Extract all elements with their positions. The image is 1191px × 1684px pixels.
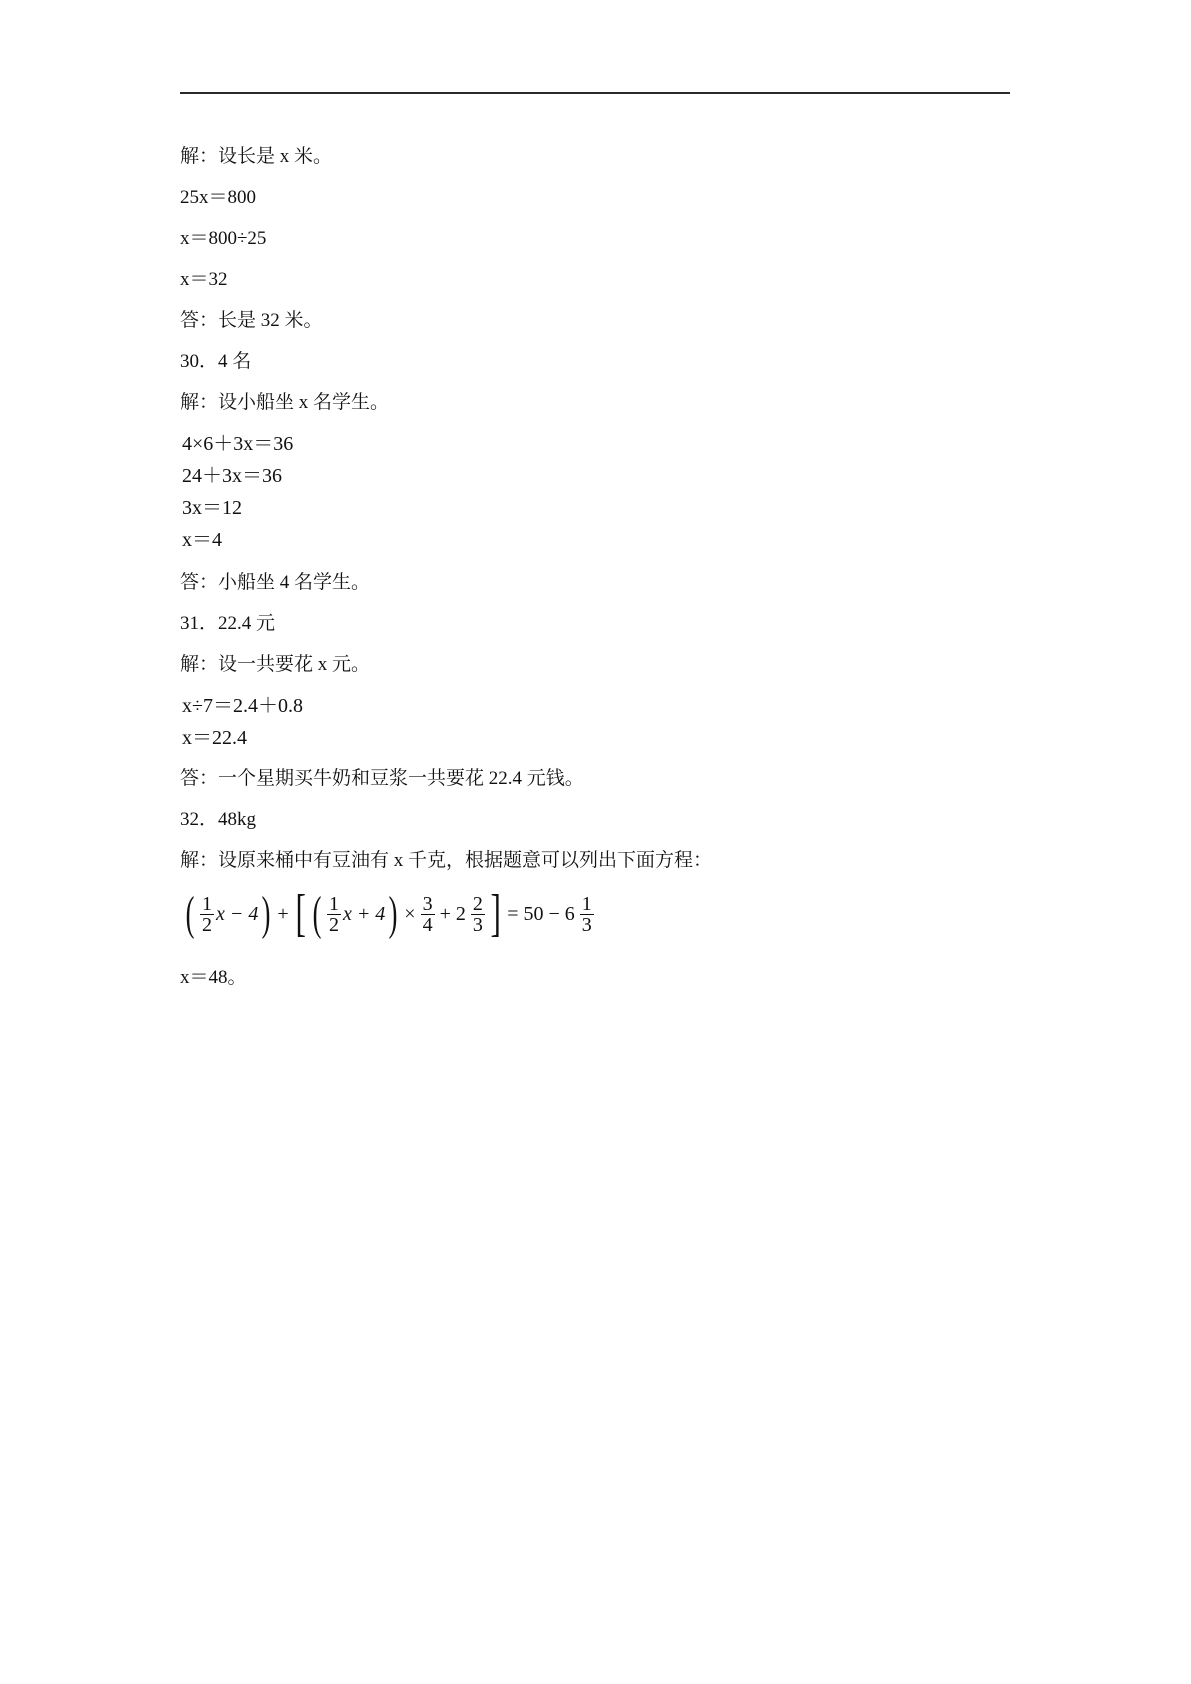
question-answer-32: 32．48kg <box>180 809 257 830</box>
solution-line: 解：设原来桶中有豆油有 x 千克，根据题意可以列出下面方程： <box>180 850 713 871</box>
equation-line: x＝22.4 <box>182 727 247 749</box>
right-bracket: ] <box>490 885 501 942</box>
equation-line: x÷7＝2.4＋0.8 <box>182 695 303 717</box>
equation-line: 3x＝12 <box>182 497 242 519</box>
operator: + <box>277 902 289 925</box>
equation-line: 24＋3x＝36 <box>182 465 282 487</box>
solution-line: 解：设小船坐 x 名学生。 <box>180 392 390 413</box>
operator: + 2 <box>439 902 466 925</box>
complex-equation <box>182 884 596 944</box>
answer-line: 答：小船坐 4 名学生。 <box>180 572 371 593</box>
header-rule <box>180 92 1010 94</box>
answer-line: 答：长是 32 米。 <box>180 310 323 331</box>
equation-line: x＝4 <box>182 529 222 551</box>
operator: × <box>404 902 416 925</box>
equation-line: 4×6＋3x＝36 <box>182 433 294 455</box>
equation-line: 25x＝800 <box>180 187 257 208</box>
right-paren: ) <box>388 887 398 940</box>
fraction: $\frac{2}{3}$ <box>472 892 483 936</box>
fraction: $\frac{3}{4}$ <box>422 892 433 936</box>
answer-line: 答：一个星期买牛奶和豆浆一共要花 22.4 元钱。 <box>180 768 584 789</box>
operator: = 50 − 6 <box>507 902 575 925</box>
right-paren: ) <box>261 887 271 940</box>
equation-line: x＝800÷25 <box>180 228 267 249</box>
left-paren: ( <box>185 887 195 940</box>
term: x − 4 <box>215 902 259 925</box>
term: x + 4 <box>342 902 386 925</box>
left-paren: ( <box>312 887 322 940</box>
fraction: $\frac{1}{2}$ <box>328 892 339 936</box>
result-line: x＝48。 <box>180 967 247 988</box>
solution-line: 解：设一共要花 x 元。 <box>180 654 371 675</box>
question-answer-30: 30．4 名 <box>180 351 252 372</box>
question-answer-31: 31．22.4 元 <box>180 613 276 634</box>
left-bracket: [ <box>295 885 306 942</box>
fraction: $\frac{1}{2}$ <box>201 892 212 936</box>
equation-line: x＝32 <box>180 269 228 290</box>
solution-line: 解：设长是 x 米。 <box>180 146 333 167</box>
fraction: $\frac{1}{3}$ <box>581 892 592 936</box>
